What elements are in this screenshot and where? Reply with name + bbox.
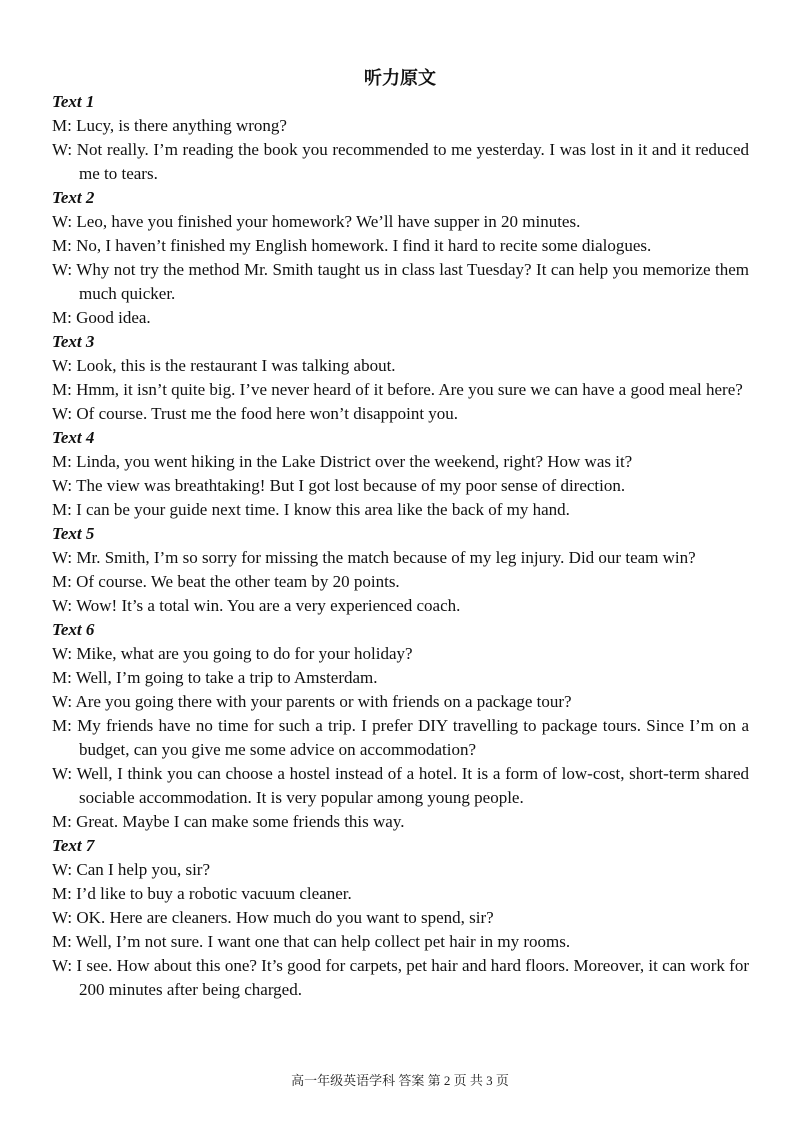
dialogue-line: M: No, I haven’t finished my English homework. I find it hard to recite some dialogues. [52, 236, 652, 255]
dialogue-line: W: Of course. Trust me the food here won’t disappoint you. [52, 404, 459, 423]
section-heading: Text 4 [52, 428, 95, 447]
dialogue-line: W: Why not try the method Mr. Smith taught us in class last Tuesday? It can help you memorize them much quicker. [52, 260, 749, 303]
dialogue-line: W: Are you going there with your parents or with friends on a package tour? [52, 692, 572, 711]
dialogue-line: M: I can be your guide next time. I know this area like the back of my hand. [52, 500, 570, 519]
page-footer: 高一年级英语学科 答案 第 2 页 共 3 页 [291, 1073, 509, 1088]
transcript-body [52, 90, 749, 1002]
section-heading: Text 7 [52, 836, 95, 855]
transcript-section [52, 834, 749, 1002]
dialogue-line: M: Linda, you went hiking in the Lake District over the weekend, right? How was it? [52, 452, 633, 471]
page-title: 听力原文 [364, 68, 436, 89]
transcript-section [52, 426, 749, 522]
dialogue-line: W: Not really. I’m reading the book you recommended to me yesterday. I was lost in it and it reduced me to tears. [52, 140, 749, 183]
dialogue-line: W: Mike, what are you going to do for your holiday? [52, 644, 413, 663]
section-heading: Text 5 [52, 524, 95, 543]
dialogue-line: W: Well, I think you can choose a hostel instead of a hotel. It is a form of low-cost, short-term shared sociable accommodation. It is very popular among young people. [52, 764, 749, 807]
dialogue-line: M: Lucy, is there anything wrong? [52, 116, 287, 135]
section-heading: Text 1 [52, 92, 95, 111]
dialogue-line: W: I see. How about this one? It’s good for carpets, pet hair and hard floors. Moreover, it can work for 200 minutes after being charged. [52, 956, 749, 999]
transcript-section [52, 90, 749, 186]
dialogue-line: M: Hmm, it isn’t quite big. I’ve never heard of it before. Are you sure we can have a good meal here? [52, 380, 743, 399]
section-heading: Text 3 [52, 332, 95, 351]
dialogue-line: M: Good idea. [52, 308, 151, 327]
transcript-section [52, 618, 749, 834]
dialogue-line: M: My friends have no time for such a trip. I prefer DIY travelling to package tours. Since I’m on a budget, can you give me some advice on accommodation? [52, 716, 749, 759]
dialogue-line: M: I’d like to buy a robotic vacuum cleaner. [52, 884, 352, 903]
dialogue-line: W: Mr. Smith, I’m so sorry for missing the match because of my leg injury. Did our team win? [52, 548, 696, 567]
dialogue-line: M: Well, I’m going to take a trip to Amsterdam. [52, 668, 378, 687]
dialogue-line: W: Look, this is the restaurant I was talking about. [52, 356, 396, 375]
dialogue-line: W: The view was breathtaking! But I got lost because of my poor sense of direction. [52, 476, 626, 495]
transcript-section [52, 186, 749, 330]
dialogue-line: M: Of course. We beat the other team by 20 points. [52, 572, 400, 591]
dialogue-line: W: Leo, have you finished your homework? We’ll have supper in 20 minutes. [52, 212, 581, 231]
section-heading: Text 2 [52, 188, 95, 207]
dialogue-line: M: Great. Maybe I can make some friends this way. [52, 812, 405, 831]
dialogue-line: W: Can I help you, sir? [52, 860, 210, 879]
dialogue-line: M: Well, I’m not sure. I want one that can help collect pet hair in my rooms. [52, 932, 571, 951]
section-heading: Text 6 [52, 620, 95, 639]
dialogue-line: W: OK. Here are cleaners. How much do you want to spend, sir? [52, 908, 494, 927]
transcript-section [52, 522, 749, 618]
transcript-section [52, 330, 749, 426]
dialogue-line: W: Wow! It’s a total win. You are a very experienced coach. [52, 596, 461, 615]
